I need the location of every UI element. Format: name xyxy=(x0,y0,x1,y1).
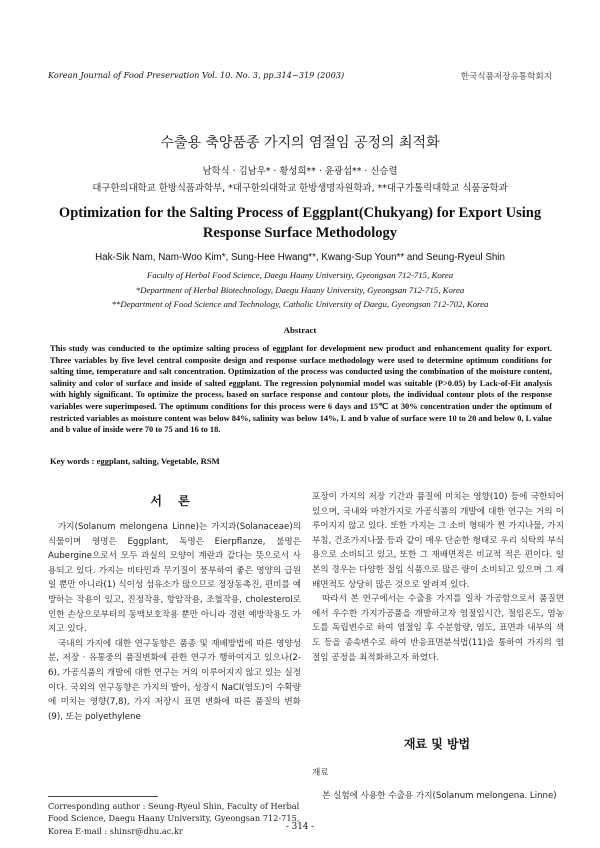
affiliation-korean: 대구한의대학교 한방식품과학부, *대구한의대학교 한방생명자원학과, **대구가톨릭대학교 식품공학과 xyxy=(92,183,508,194)
section-title-introduction: 서 론 xyxy=(150,494,196,508)
left-column-text xyxy=(48,520,301,724)
authors-korean: 남학식 · 김남우* · 황성희** · 윤광섭** · 신승렬 xyxy=(202,166,398,177)
methods-text: 본 실험에 사용한 수출용 가지(Solanum melongena. Linne) xyxy=(322,791,557,801)
paragraph: 국내의 가지에 대한 연구동향은 품종 및 재배방법에 따른 영양성분, 저장 · 유통중의 품질변화에 관한 연구가 행하여지고 있으나(2-6), 가공식품의 개발에 대한 연구는 거의 이루어지지 않고 있는 실정이다. 국외의 연구동향은 가지의 발아, 성장시 NaCl(염도)이 수확량에 미치는 영향(7,8), 가지 저장시 표면 변화에 따른 품질의 변화(9), 또는 polyethylene xyxy=(48,638,301,722)
subsection-title-materials: 재료 xyxy=(312,768,329,778)
paragraph: 따라서 본 연구에서는 수출용 가지를 일차 가공함으로서 품질면에서 우수한 가지가공품을 개발하고자 염절임시간, 절임온도, 염농도를 독립변수로 하여 염절임 후 수분함량, 염도, 표면과 내부의 색도 등을 종속변수로 하여 반응표면분석법(11)을 통하여 가지의 염절임 공정을 최적화하고자 하였다. xyxy=(312,594,564,663)
affiliation-line: Faculty of Herbal Food Science, Daegu Haany University, Gyeongsan 712-715, Korea xyxy=(146,270,454,280)
right-column-text xyxy=(312,490,564,665)
keywords: Key words : eggplant, salting, Vegetable, RSM xyxy=(50,456,220,466)
corresponding-author-footnote: Corresponding author : Seung-Ryeul Shin, Faculty of Herbal Food Science, Daegu Haany University, Gyeongsan 712-715, Korea E-mail : shinsr@dhu.ac.kr xyxy=(48,801,300,836)
authors-english: Hak-Sik Nam, Nam-Woo Kim*, Sung-Hee Hwang**, Kwang-Sup Youn** and Seung-Ryeul Shin xyxy=(95,252,505,263)
journal-citation: Korean Journal of Food Preservation Vol. 10. No. 3, pp.314~319 (2003) xyxy=(48,70,345,80)
affiliation-line: **Department of Food Science and Technology, Catholic University of Daegu, Gyeongsan 712-702, Korea xyxy=(111,299,489,309)
abstract-text: This study was conducted to the optimize salting process of eggplant for development new product and enhancement quality for export. Three variables by five level central composite design and response surface methodology were used to determine optimum conditions for salting time, temperature and salt concentration. Optimization of the process was conducted using the combination of the moisture content, salinity and color of surface and inside of salted eggplant. The regression polynomial model was suitable (P>0.05) by Lack-of-Fit analysis with highly significant. To optimize the process, based on surface response and contour plots, the individual contour plots of the response variables were superimposed. The optimum conditions for this process were 6 days and 15℃ at 30% concentration under the optimum of restricted variables as moisture content was below 84%, salinity was below 14%, L and b value of surface were 10 to 20 and below 0, L value and b value of inside were 70 to 75 and 16 to 18. xyxy=(50,344,552,435)
footnote-divider xyxy=(48,796,158,797)
affiliations-english xyxy=(30,268,570,312)
paragraph: 포장이 가지의 저장 기간과 품질에 미치는 영향(10) 등에 국한되어 있으며, 국내와 마찬가지로 가공식품의 개발에 대한 연구는 거의 이루어지지 않고 있다. 또한 가지는 그 소비 형태가 찐 가지나물, 가지부침, 건조가지나물 등과 같이 매우 단순한 형태로 우리 식탁의 부식용으로 소비되고 있고, 또한 그 재배면적은 비교적 적은 편이다. 일본의 경우는 다양한 절임 식품으로 많은 량이 소비되고 있으며 그 재배면적도 상당히 많은 것으로 알려져 있다. xyxy=(312,492,564,590)
page-number: - 314 - xyxy=(285,822,315,832)
section-title-methods: 재료 및 방법 xyxy=(403,737,471,751)
title-english: Optimization for the Salting Process of Eggplant(Chukyang) for Export Using Response Surface Methodology xyxy=(58,205,542,241)
affiliation-line: *Department of Herbal Biotechnology, Daegu Haany University, Gyeongsan 712-715, Korea xyxy=(135,284,465,295)
society-name: 한국식품저장유통학회지 xyxy=(460,72,552,82)
abstract-heading: Abstract xyxy=(283,325,317,335)
title-korean: 수출용 축양품종 가지의 염절임 공정의 최적화 xyxy=(160,135,440,151)
paragraph: 가지(Solanum melongena Linne)는 가지과(Solanaceae)의 식물이며 영명은 Eggplant, 독명은 Eierpflanze, 불명은 Aubergine으로서 모두 과실의 모양이 계란과 같다는 뜻으로서 사용되고 있다. 가지는 비타민과 무기질이 풍부하여 좋은 영양의 급원일 뿐만 아니라(1) 식이성 섬유소가 많으므로 정장동촉진, 편비를 예방하는 작용이 있고, 진정작용, 항암작용, 조혈작용, cholesterol로 인한 손상으로부터의 동맥보호작용 뿐만 아니라 경련 예방작용도 가지고 있다. xyxy=(48,522,301,635)
